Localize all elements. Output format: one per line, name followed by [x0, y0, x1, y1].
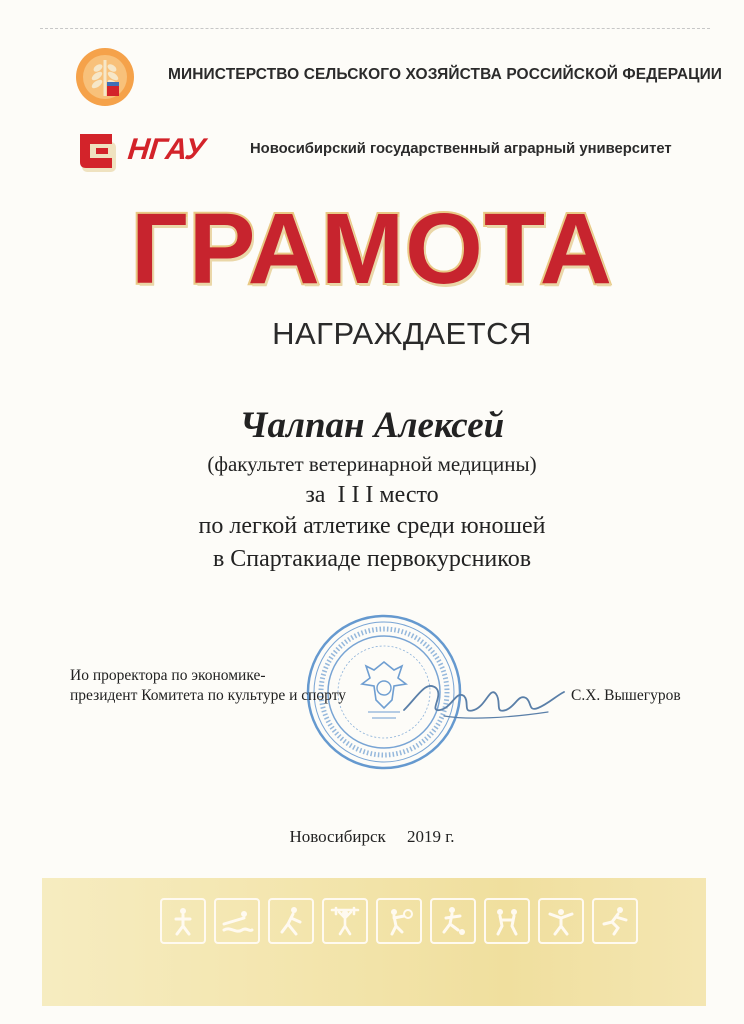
- signer-role-line-2: президент Комитета по культуре и спорту: [70, 687, 347, 704]
- sport-pictogram-icon: [538, 898, 584, 944]
- sport-pictogram-icon: [160, 898, 206, 944]
- sport-pictogram-icon: [592, 898, 638, 944]
- sport-pictogram-icon: [484, 898, 530, 944]
- awarded-label: НАГРАЖДАЕТСЯ: [272, 316, 532, 351]
- discipline-line: по легкой атлетике среди юношей: [198, 513, 546, 539]
- signer-role-line-1: Ио проректора по экономике-: [70, 667, 266, 684]
- place-and-date: Новосибирск 2019 г.: [289, 827, 455, 846]
- certificate-title: ГРАМОТА: [131, 193, 613, 305]
- sport-pictogram-icon: [376, 898, 422, 944]
- university-abbreviation: НГАУ: [126, 133, 207, 166]
- faculty-line: (факультет ветеринарной медицины): [207, 452, 537, 476]
- signer-name: С.Х. Вышегуров: [571, 687, 681, 704]
- sport-pictogram-icon: [268, 898, 314, 944]
- sport-pictogram-icon: [430, 898, 476, 944]
- event-line: в Спартакиаде первокурсников: [212, 546, 532, 572]
- recipient-name: Чалпан Алексей: [239, 405, 505, 446]
- ngau-logo-icon: [76, 128, 124, 174]
- ministry-emblem-icon: [74, 46, 136, 108]
- sport-pictogram-icon: [214, 898, 260, 944]
- top-border-line: [40, 28, 710, 29]
- sport-pictogram-row: [160, 898, 638, 942]
- university-name: Новосибирский государственный аграрный университет: [250, 141, 672, 157]
- place-line: за I I I место: [305, 482, 439, 508]
- ministry-name: МИНИСТЕРСТВО СЕЛЬСКОГО ХОЗЯЙСТВА РОССИЙСКОЙ ФЕДЕРАЦИИ: [168, 66, 723, 83]
- sport-pictogram-icon: [322, 898, 368, 944]
- signature-scribble-icon: [398, 666, 568, 726]
